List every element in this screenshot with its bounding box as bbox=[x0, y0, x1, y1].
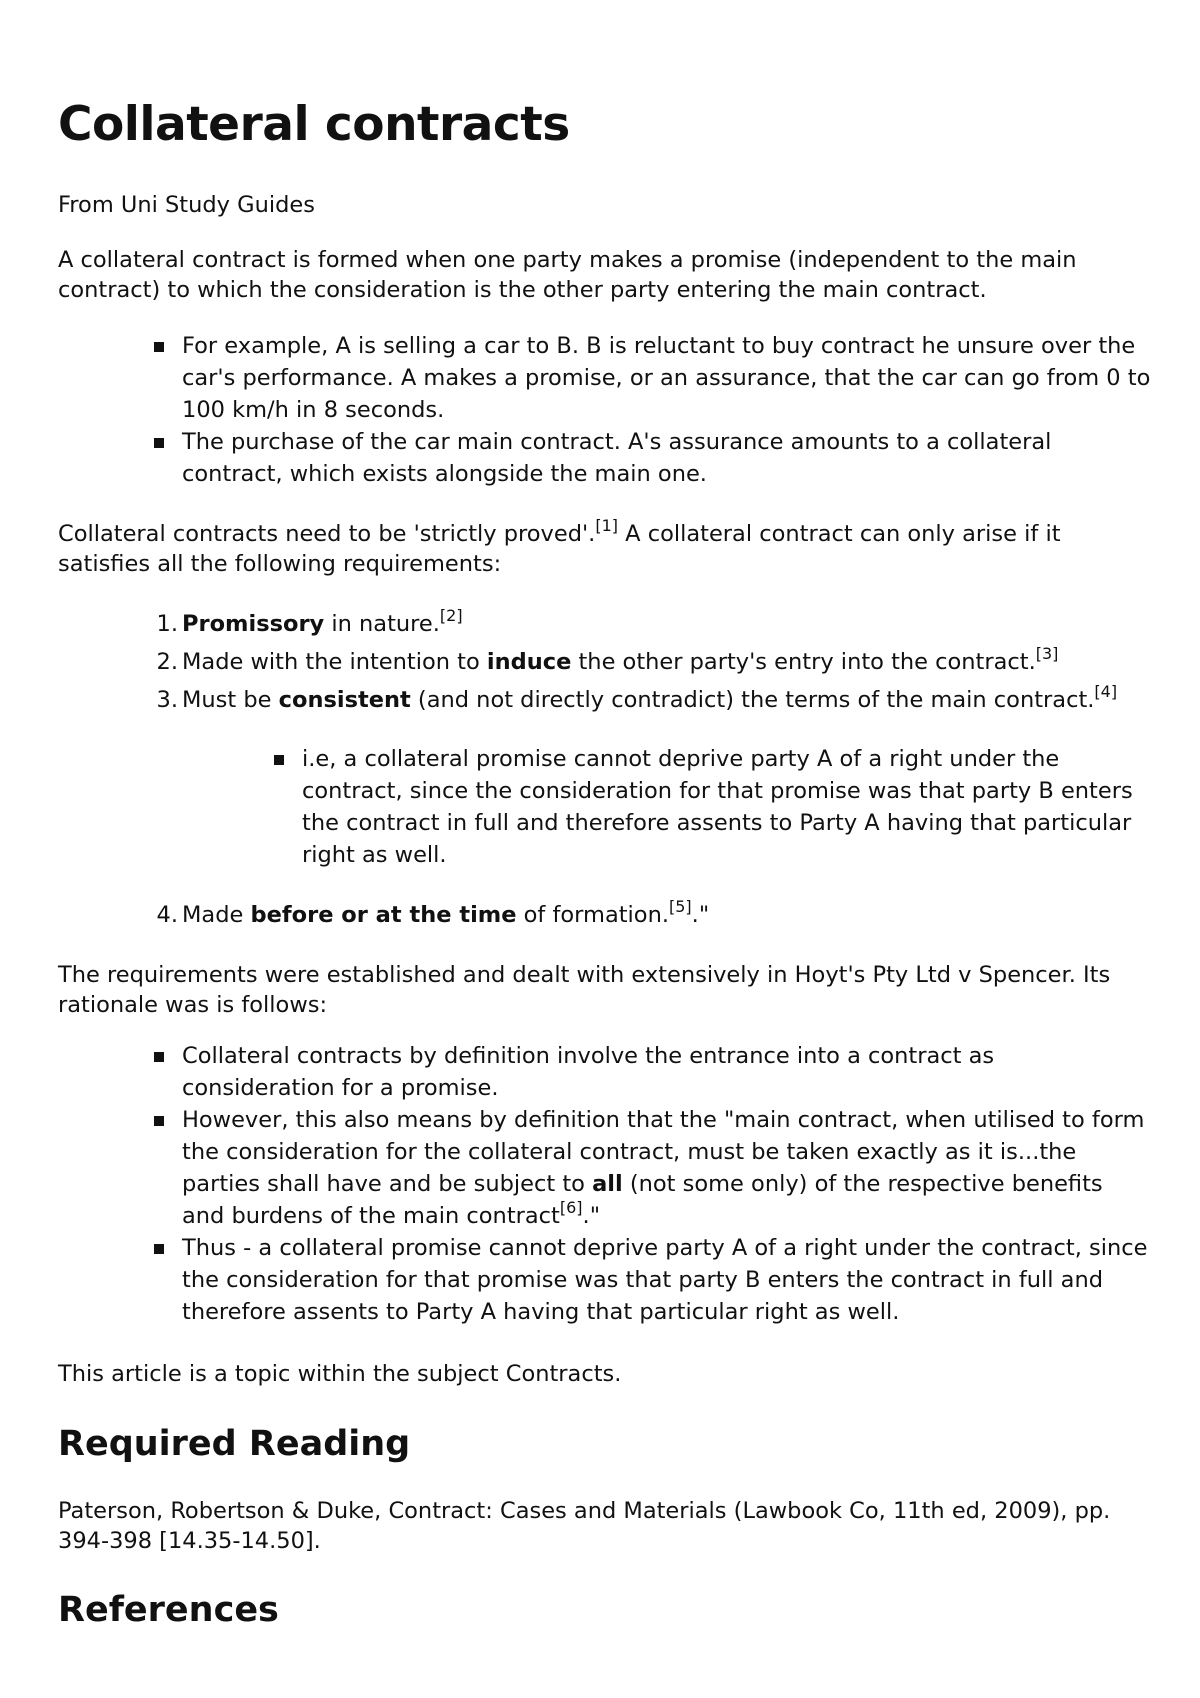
reference-link[interactable]: [5] bbox=[669, 896, 692, 916]
list-item: Thus - a collateral promise cannot deprive party A of a right under the contract, since the consideration for that promise was that party B enters the contract in full and therefore assents to Party A having that particular right as well. bbox=[182, 1232, 1152, 1328]
list-item: 2. Made with the intention to induce the other party's entry into the contract.[3] bbox=[182, 646, 1152, 678]
topic-note: This article is a topic within the subject Contracts. bbox=[58, 1361, 622, 1387]
emphasis: all bbox=[592, 1171, 623, 1197]
intro-paragraph: A collateral contract is formed when one party makes a promise (independent to the main contract) to which the consideration is the other party entering the main contract. bbox=[58, 247, 1077, 303]
list-item: Collateral contracts by definition involve the entrance into a contract as consideration for a promise. bbox=[182, 1040, 1152, 1104]
reference-link[interactable]: [3] bbox=[1035, 643, 1059, 663]
reference-link[interactable]: [4] bbox=[1094, 681, 1118, 701]
reference-link[interactable]: [1] bbox=[595, 515, 618, 535]
list-number: 4. bbox=[156, 902, 178, 928]
requirements-intro bbox=[58, 515, 1150, 579]
rationale-list bbox=[182, 1040, 1152, 1328]
list-item: The purchase of the car main contract. A's assurance amounts to a collateral contract, which exists alongside the main one. bbox=[182, 426, 1152, 490]
list-number: 1. bbox=[156, 611, 178, 637]
rationale-intro: The requirements were established and dealt with extensively in Hoyt's Pty Ltd v Spencer. Its rationale was is follows: bbox=[58, 962, 1111, 1018]
emphasis: induce bbox=[486, 649, 572, 675]
required-reading-text: Paterson, Robertson & Duke, Contract: Cases and Materials (Lawbook Co, 11th ed, 2009), pp. 394-398 [14.35-14.50]. bbox=[58, 1498, 1111, 1554]
emphasis: before or at the time bbox=[250, 902, 517, 928]
emphasis: Promissory bbox=[182, 611, 325, 637]
reference-link[interactable]: [2] bbox=[439, 605, 463, 625]
required-reading-heading: Required Reading bbox=[58, 1424, 411, 1464]
page-subtitle: From Uni Study Guides bbox=[58, 192, 315, 218]
list-item: 4. Made before or at the time of formation.[5]." bbox=[182, 899, 1152, 931]
references-heading: References bbox=[58, 1590, 279, 1630]
requirements-intro-text: A collateral contract can only arise if it satisfies all the following requirements: bbox=[58, 521, 1061, 577]
list-item: However, this also means by definition that the "main contract, when utilised to form the consideration for the collateral contract, must be taken exactly as it is...the parties shall have and be subject to all (not some only) of the respective benefits and burdens of the main contract[6]." bbox=[182, 1104, 1152, 1232]
page-title: Collateral contracts bbox=[58, 97, 570, 152]
sub-list bbox=[302, 743, 1152, 871]
example-list bbox=[182, 330, 1152, 490]
list-number: 2. bbox=[156, 649, 178, 675]
reference-link[interactable]: [6] bbox=[559, 1197, 583, 1217]
list-item: 3. Must be consistent (and not directly contradict) the terms of the main contract.[4] bbox=[182, 684, 1152, 716]
list-item: For example, A is selling a car to B. B is reluctant to buy contract he unsure over the car's performance. A makes a promise, or an assurance, that the car can go from 0 to 100 km/h in 8 seconds. bbox=[182, 330, 1152, 426]
list-number: 3. bbox=[156, 687, 178, 713]
requirements-list-continued bbox=[156, 896, 1152, 931]
emphasis: consistent bbox=[278, 687, 411, 713]
requirements-intro-text: Collateral contracts need to be 'strictly proved'. bbox=[58, 521, 596, 547]
requirements-list bbox=[156, 605, 1152, 716]
list-item: 1. Promissory in nature.[2] bbox=[182, 608, 1152, 640]
list-item: i.e, a collateral promise cannot deprive party A of a right under the contract, since the consideration for that promise was that party B enters the contract in full and therefore assents to Party A having that particular right as well. bbox=[302, 743, 1152, 871]
